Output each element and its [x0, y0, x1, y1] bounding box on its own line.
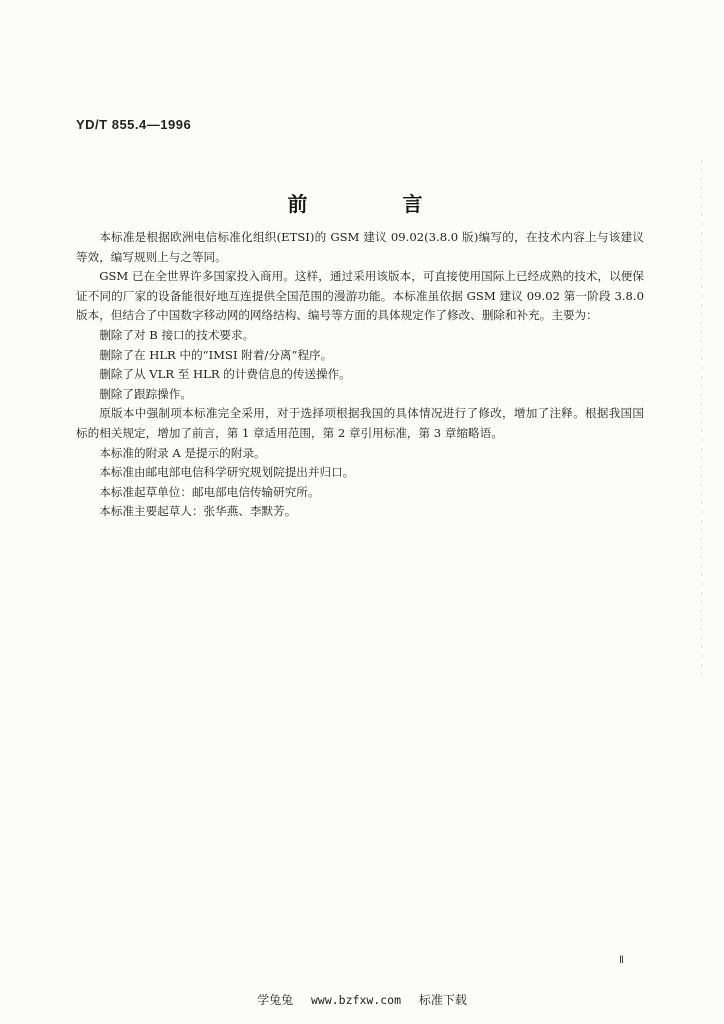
- paragraph: 删除了对 B 接口的技术要求。: [99, 327, 255, 342]
- standard-code: YD/T 855.4—1996: [76, 117, 192, 132]
- page-title: 前 言: [287, 192, 467, 216]
- page-number: Ⅱ: [619, 955, 624, 966]
- body-text: [76, 228, 644, 522]
- paragraph: 本标准是根据欧洲电信标准化组织(ETSI)的 GSM 建议 09.02(3.8.0 版)编写的，在技术内容上与该建议等效，编写规则上与之等同。: [76, 230, 644, 264]
- footer-watermark: [0, 991, 724, 1008]
- footer-tagline: 标准下载: [418, 993, 467, 1007]
- paragraph: GSM 已在全世界许多国家投入商用。这样，通过采用该版本，可直接使用国际上已经成熟的技术，以便保证不同的厂家的设备能很好地互连提供全国范围的漫游功能。本标准虽依据 GSM 建议 09.02 第一阶段 3.8.0 版本，但结合了中国数字移动网的网络结构、编号等方面的具体规定作了修改、删除和补充。主要为：: [76, 269, 644, 323]
- scan-artifact-line: [701, 160, 702, 680]
- paragraph: 删除了在 HLR 中的“IMSI 附着/分离”程序。: [99, 347, 333, 362]
- footer-site-name: 学兔兔: [257, 993, 294, 1007]
- footer-site-link[interactable]: www.bzfxw.com: [310, 993, 401, 1007]
- paragraph: 本标准的附录 A 是提示的附录。: [99, 445, 266, 460]
- paragraph: 删除了从 VLR 至 HLR 的计费信息的传送操作。: [99, 367, 351, 382]
- paragraph: 本标准由邮电部电信科学研究规划院提出并归口。: [99, 465, 355, 480]
- paragraph: 删除了跟踪操作。: [99, 386, 192, 401]
- paragraph: 本标准主要起草人：张华燕、李默芳。: [99, 504, 297, 519]
- paragraph: 本标准起草单位：邮电部电信传输研究所。: [99, 484, 320, 499]
- paragraph: 原版本中强制项本标准完全采用，对于选择项根据我国的具体情况进行了修改，增加了注释。根据我国国标的相关规定，增加了前言，第 1 章适用范围，第 2 章引用标准，第 3 章缩略语。: [76, 406, 644, 440]
